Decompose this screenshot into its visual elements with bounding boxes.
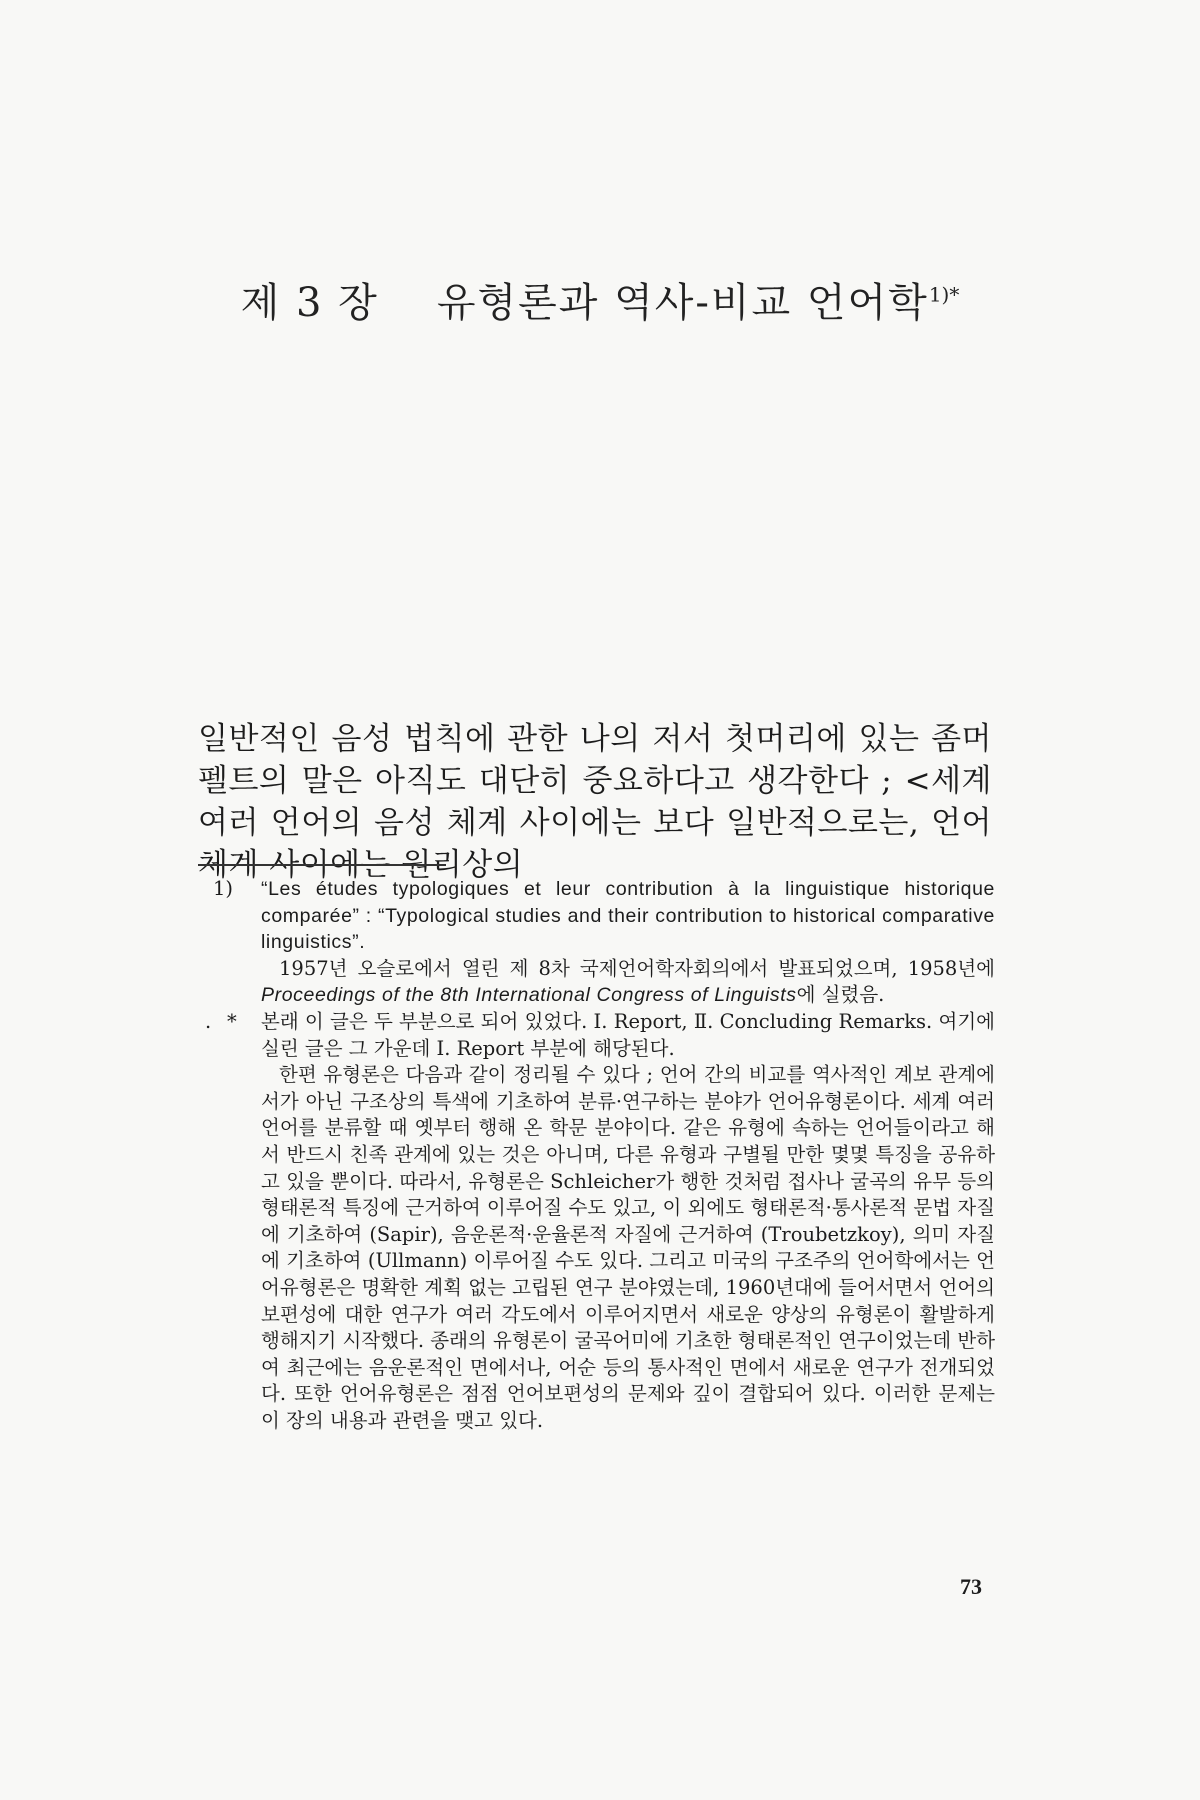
footnotes — [205, 876, 995, 1434]
footnote-1 — [205, 876, 995, 1009]
chapter-number: 제 3 장 — [240, 280, 379, 326]
footnote-star-line1: 본래 이 글은 두 부분으로 되어 있었다. Ⅰ. Report, Ⅱ. Concluding Remarks. 여기에 실린 글은 그 가운데 Ⅰ. Report 부분에 해당된다. — [261, 1009, 995, 1060]
chapter-footnote-marks: 1)* — [928, 282, 960, 307]
footnote-separator-rule — [198, 864, 446, 866]
footnote-star-mark: * — [227, 1009, 237, 1033]
body-paragraph: 일반적인 음성 법칙에 관한 나의 저서 첫머리에 있는 좀머펠트의 말은 아직도 대단히 중요하다고 생각한다 ; <세계 여러 언어의 음성 체계 사이에는 보다 일반적으로는, 언어 체계 사이에는 원리상의 — [198, 721, 992, 883]
footnote-1-korean-before: 1957년 오슬로에서 열린 제 8차 국제언어학자회의에서 발표되었으며, 1958년에 — [279, 956, 995, 980]
footnote-1-proceedings-title: Proceedings of the 8th International Congress of Linguists — [261, 984, 797, 1007]
footnote-star — [205, 1009, 995, 1435]
page-number: 73 — [960, 1574, 982, 1599]
footnote-1-korean-after: 에 실렸음. — [796, 983, 885, 1007]
footnote-star-paragraph: 한편 유형론은 다음과 같이 정리될 수 있다 ; 언어 간의 비교를 역사적인 계보 관계에서가 아닌 구조상의 특색에 기초하여 분류·연구하는 분야가 언어유형론이다. 세계 여러 언어를 분류할 때 옛부터 행해 온 학문 분야이다. 같은 유형에 속하는 언어들이라고 해서 반드시 친족 관계에 있는 것은 아니며, 다른 유형과 구별될 만한 몇몇 특징을 공유하고 있을 뿐이다. 따라서, 유형론은 Schleicher가 행한 것처럼 접사나 굴곡의 유무 등의 형태론적 특징에 근거하여 이루어질 수도 있고, 이 외에도 형태론적·통사론적 문법 자질에 기초하여 (Sapir), 음운론적·운율론적 자질에 근거하여 (Troubetzkoy), 의미 자질에 기초하여 (Ullmann) 이루어질 수도 있다. 그리고 미국의 구조주의 언어학에서는 언어유형론은 명확한 계획 없는 고립된 연구 분야였는데, 1960년대에 들어서면서 언어의 보편성에 대한 연구가 여러 각도에서 이루어지면서 새로운 양상의 유형론이 활발하게 행해지기 시작했다. 종래의 유형론이 굴곡어미에 기초한 형태론적인 연구이었는데 반하여 최근에는 음운론적인 면에서나, 어순 등의 통사적인 면에서 새로운 연구가 전개되었다. 또한 언어유형론은 점점 언어보편성의 문제와 깊이 결합되어 있다. 이러한 문제는 이 장의 내용과 관련을 맺고 있다. — [261, 1063, 995, 1432]
footnote-star-dot: . — [205, 1009, 212, 1033]
footnote-1-english: “Les études typologiques et leur contribution à la linguistique historique comparée” : “Typological studies and their contribution to historical comparative linguistics”. — [261, 878, 995, 954]
chapter-title-text: 유형론과 역사-비교 언어학 — [436, 280, 929, 326]
chapter-title — [0, 271, 1200, 328]
footnote-1-korean — [261, 956, 995, 1009]
footnote-1-mark: 1) — [213, 877, 234, 900]
